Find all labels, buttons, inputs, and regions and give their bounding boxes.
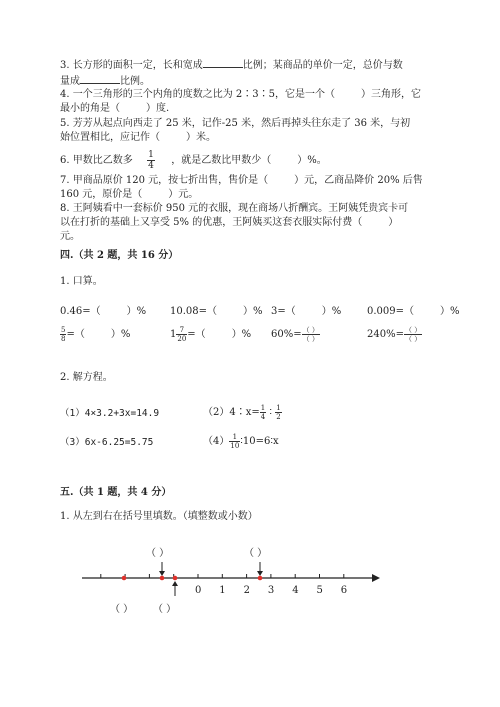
- tick-label: 4: [292, 585, 299, 596]
- tick-label: 5: [316, 585, 323, 596]
- q6-fraction-num: 1: [148, 150, 154, 160]
- q4-text-a: 4. 一个三角形的三个内角的度数之比为 2∶3∶5，它是一个（: [60, 89, 335, 100]
- q3-text-b: 比例；某商品的单价一定，总价与数: [242, 60, 403, 71]
- q5-text-b: 始位置相比，应记作（: [60, 132, 160, 143]
- q6-text-b: ，就是乙数比甲数少（: [171, 155, 272, 166]
- calc-b2-text: =（: [187, 329, 206, 340]
- eq4-text-b: ∶10=6∶x: [240, 436, 279, 447]
- q7-text-b: ）元，乙商品降价 20% 后售: [294, 175, 423, 186]
- marker-2: [160, 576, 165, 581]
- q6-fraction-den: 4: [148, 161, 154, 171]
- q8-text-c: ）: [388, 217, 399, 228]
- calc-a4-unit: ）%: [440, 306, 460, 317]
- calc-b1-den: 8: [61, 335, 66, 343]
- calc-b1-text: =（: [66, 329, 85, 340]
- eq4-num: 1: [229, 433, 240, 442]
- tick-label: 6: [340, 585, 348, 596]
- calc-a4-text: 0.009=（: [367, 306, 415, 317]
- s5-q1-title: 1. 从左到右在括号里填数。（填整数或小数）: [60, 511, 258, 522]
- q4-text-c: 最小的角是（: [60, 103, 120, 114]
- equation-1: （1）4×3.2+3x=14.9: [60, 408, 160, 419]
- top-paren-1[interactable]: （ ）: [146, 548, 170, 559]
- calc-b2-num: 7: [176, 326, 187, 335]
- q5-text-c: ）米。: [186, 132, 216, 143]
- calc-a2-text: 10.08=（: [170, 306, 218, 317]
- calc-b2-unit: ）%: [231, 329, 252, 340]
- bottom-paren-1[interactable]: （ ）: [110, 604, 134, 615]
- section-4-heading: 四.（共 2 题，共 16 分）: [60, 250, 179, 261]
- marker-4: [258, 576, 263, 581]
- calc-b1-num: 5: [61, 326, 66, 334]
- calc-a3-text: 3=（: [271, 306, 296, 317]
- number-line-arrow: [372, 574, 380, 582]
- q6-text-c: ）%。: [297, 155, 327, 166]
- eq2-den-1: 4: [260, 413, 266, 421]
- eq2-num-2: 1: [276, 404, 281, 412]
- eq2-den-2: 2: [276, 413, 281, 421]
- calc-b2-whole: 1: [170, 329, 177, 340]
- q6-text-a: 6. 甲数比乙数多: [60, 155, 133, 166]
- eq2-num-1: 1: [260, 404, 266, 412]
- eq4-text-a: （4）: [203, 436, 230, 447]
- section-5-heading: 五.（共 1 题，共 4 分）: [60, 487, 172, 498]
- q7-text-d: ）元。: [168, 189, 199, 200]
- marker-3: [173, 576, 178, 581]
- s4-q1-title: 1. 口算。: [60, 276, 103, 287]
- tick-label: 2: [243, 585, 250, 596]
- calc-a3-unit: ）%: [321, 306, 342, 317]
- calc-b3-text: 60%=: [271, 329, 302, 340]
- eq2-sep: ∶: [269, 407, 273, 418]
- top-paren-2[interactable]: （ ）: [244, 548, 268, 559]
- calc-b4-num[interactable]: （ ）: [404, 326, 422, 334]
- calc-b4-text: 240%=: [367, 329, 404, 340]
- marker-1: [122, 576, 127, 581]
- s4-q2-title: 2. 解方程。: [60, 372, 113, 383]
- tick-label: 1: [219, 585, 226, 596]
- q4-text-d: ）度.: [146, 103, 170, 114]
- q5-text-a: 5. 芳芳从起点向西走了 25 米，记作-25 米，然后再掉头往东走了 36 米，与初: [60, 118, 411, 129]
- eq4-den: 10: [230, 442, 240, 450]
- top-arrowhead-1: [159, 571, 165, 576]
- tick-label: 0: [195, 585, 202, 596]
- calc-a1-text: 0.46=（: [60, 306, 101, 317]
- bottom-paren-2[interactable]: （ ）: [153, 604, 177, 615]
- q3-text-d: 比例。: [120, 76, 150, 87]
- equation-3: （3）6x-6.25=5.75: [60, 437, 154, 448]
- q7-text-c: 160 元，原价是（: [60, 189, 143, 200]
- calc-b3-num[interactable]: （ ）: [302, 326, 319, 334]
- q3-text-c: 量成: [60, 76, 80, 87]
- q4-text-b: ）三角形，它: [361, 89, 421, 100]
- calc-b2-den: 20: [177, 335, 187, 343]
- q8-text-d: 元。: [60, 231, 80, 242]
- eq2-text: （2）4∶x=: [203, 407, 260, 418]
- q3-text-a: 3. 长方形的面积一定，长和宽成: [60, 60, 203, 71]
- calc-b4-den[interactable]: （ ）: [404, 335, 422, 343]
- tick-label: 3: [267, 585, 275, 596]
- bottom-arrowhead-2: [172, 581, 178, 586]
- calc-a1-unit: ）%: [126, 306, 147, 317]
- calc-b1-unit: ）%: [110, 329, 131, 340]
- q8-text-b: 以在打折的基础上又享受 5% 的优惠，王阿姨买这套衣服实际付费（: [60, 217, 363, 228]
- calc-b3-den[interactable]: （ ）: [302, 335, 319, 343]
- calc-a2-unit: ）%: [243, 306, 263, 317]
- top-arrowhead-2: [257, 571, 263, 576]
- q8-text-a: 8. 王阿姨看中一套标价 950 元的衣服，现在商场八折酬宾。王阿姨凭贵宾卡可: [60, 203, 409, 214]
- q7-text-a: 7. 甲商品原价 120 元，按七折出售，售价是（: [60, 175, 269, 186]
